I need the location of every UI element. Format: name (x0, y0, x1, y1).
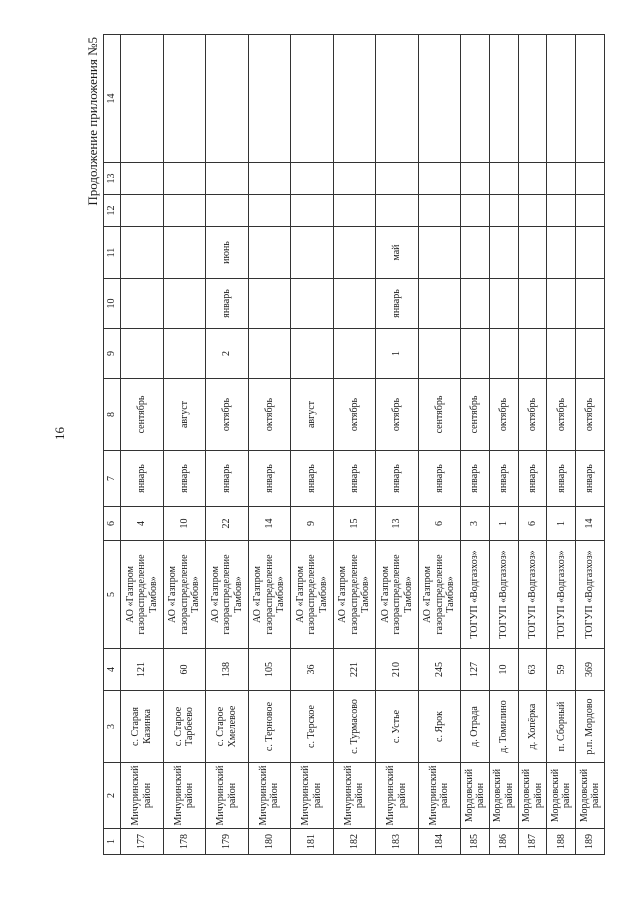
table-cell: октябрь (547, 379, 576, 451)
table-cell: АО «Газпром газораспределение Тамбов» (418, 541, 461, 649)
table-cell: 179 (206, 829, 249, 855)
table-cell (418, 163, 461, 195)
table-cell: 1 (376, 329, 419, 379)
table-cell (418, 329, 461, 379)
table-cell (121, 279, 164, 329)
table-cell: октябрь (248, 379, 291, 451)
table-cell (121, 35, 164, 163)
column-header: 9 (104, 329, 121, 379)
table-cell (576, 163, 605, 195)
table-cell: январь (418, 451, 461, 507)
table-cell: с. Старое Тарбеево (163, 691, 206, 763)
table-cell: ТОГУП «Водгазхоз» (518, 541, 547, 649)
table-cell (376, 163, 419, 195)
table-cell (518, 279, 547, 329)
table-row (291, 35, 334, 855)
table-cell: 10 (489, 649, 518, 691)
table-cell (547, 163, 576, 195)
table-cell: сентябрь (121, 379, 164, 451)
table-cell: август (291, 379, 334, 451)
table-cell: 178 (163, 829, 206, 855)
table-cell: д. Отрада (461, 691, 490, 763)
page-number: 16 (52, 427, 67, 440)
table-cell: 138 (206, 649, 249, 691)
table-cell (333, 35, 376, 163)
table-cell (291, 35, 334, 163)
table-cell (489, 227, 518, 279)
table-cell (291, 329, 334, 379)
column-header: 5 (104, 541, 121, 649)
table-cell: 14 (576, 507, 605, 541)
table-cell (489, 35, 518, 163)
table-cell (461, 227, 490, 279)
table-row (418, 35, 461, 855)
table-cell: 60 (163, 649, 206, 691)
table-cell: 63 (518, 649, 547, 691)
table-cell (489, 279, 518, 329)
table-cell (163, 195, 206, 227)
table-cell: 14 (248, 507, 291, 541)
table-cell: 189 (576, 829, 605, 855)
table-cell: АО «Газпром газораспределение Тамбов» (163, 541, 206, 649)
table-cell (547, 35, 576, 163)
table-cell: 183 (376, 829, 419, 855)
table-cell (206, 35, 249, 163)
table-row (576, 35, 605, 855)
column-header: 1 (104, 829, 121, 855)
table-cell (291, 163, 334, 195)
table-cell (121, 227, 164, 279)
column-header: 4 (104, 649, 121, 691)
column-header: 12 (104, 195, 121, 227)
table-cell: январь (518, 451, 547, 507)
table-row (518, 35, 547, 855)
column-header: 6 (104, 507, 121, 541)
table-cell: д. Хопёрка (518, 691, 547, 763)
table-cell (291, 279, 334, 329)
table-cell: Мичуринский район (418, 763, 461, 829)
table-cell: Мичуринский район (333, 763, 376, 829)
table-cell: 6 (518, 507, 547, 541)
table-cell (547, 195, 576, 227)
table-cell: январь (461, 451, 490, 507)
column-header: 3 (104, 691, 121, 763)
table-cell: Мичуринский район (206, 763, 249, 829)
table-cell: с. Терское (291, 691, 334, 763)
table-cell (121, 195, 164, 227)
table-cell: 4 (121, 507, 164, 541)
table-cell (489, 329, 518, 379)
column-header: 14 (104, 35, 121, 163)
column-header: 8 (104, 379, 121, 451)
table-cell: 187 (518, 829, 547, 855)
table-cell (248, 279, 291, 329)
table-body (121, 35, 605, 855)
column-header: 10 (104, 279, 121, 329)
table-cell (518, 35, 547, 163)
table-cell (333, 195, 376, 227)
table-cell (333, 279, 376, 329)
table-cell: 245 (418, 649, 461, 691)
table-cell: ТОГУП «Водгазхоз» (489, 541, 518, 649)
table-cell: 185 (461, 829, 490, 855)
table-row (489, 35, 518, 855)
table-cell: сентябрь (461, 379, 490, 451)
table-cell (547, 279, 576, 329)
table-cell: 1 (489, 507, 518, 541)
table-cell: Мордовский район (461, 763, 490, 829)
table-cell: 181 (291, 829, 334, 855)
table-cell (248, 35, 291, 163)
table-cell: январь (121, 451, 164, 507)
table-cell: с. Устье (376, 691, 419, 763)
table-cell: 105 (248, 649, 291, 691)
appendix-caption: Продолжение приложения №5 (85, 37, 100, 206)
table-cell: январь (547, 451, 576, 507)
column-header: 2 (104, 763, 121, 829)
table-cell (248, 227, 291, 279)
table-cell: 182 (333, 829, 376, 855)
table-cell: август (163, 379, 206, 451)
table-cell: АО «Газпром газораспределение Тамбов» (291, 541, 334, 649)
table-cell (418, 195, 461, 227)
table-cell: ТОГУП «Водгазхоз» (547, 541, 576, 649)
table-cell (333, 227, 376, 279)
column-header: 7 (104, 451, 121, 507)
table-cell (576, 35, 605, 163)
table-row (333, 35, 376, 855)
table-cell: Мордовский район (576, 763, 605, 829)
table-cell: 2 (206, 329, 249, 379)
table-cell (206, 195, 249, 227)
table-cell: с. Старое Хмелевое (206, 691, 249, 763)
table-cell (163, 227, 206, 279)
table-row (206, 35, 249, 855)
table-cell: октябрь (376, 379, 419, 451)
table-cell (121, 329, 164, 379)
table-cell (489, 163, 518, 195)
table-row (376, 35, 419, 855)
table-cell (489, 195, 518, 227)
table-cell (163, 279, 206, 329)
table-cell: 22 (206, 507, 249, 541)
table-cell (576, 279, 605, 329)
table-cell: 188 (547, 829, 576, 855)
table-cell: д. Томилино (489, 691, 518, 763)
table-cell (376, 35, 419, 163)
table-cell: Мичуринский район (291, 763, 334, 829)
table-cell (333, 329, 376, 379)
table-cell: январь (206, 451, 249, 507)
table-cell (518, 163, 547, 195)
table-cell (461, 35, 490, 163)
table-cell: 180 (248, 829, 291, 855)
table-cell: АО «Газпром газораспределение Тамбов» (121, 541, 164, 649)
table-cell: 36 (291, 649, 334, 691)
table-cell (291, 227, 334, 279)
table-cell: январь (248, 451, 291, 507)
header-row (104, 35, 121, 855)
table-cell: январь (163, 451, 206, 507)
table-cell (547, 329, 576, 379)
rotated-page (85, 35, 605, 855)
table-row (248, 35, 291, 855)
table-cell (518, 227, 547, 279)
table-cell: ТОГУП «Водгазхоз» (576, 541, 605, 649)
table-cell (248, 329, 291, 379)
table-cell (163, 163, 206, 195)
data-table (103, 34, 605, 855)
table-cell: 9 (291, 507, 334, 541)
table-cell (163, 35, 206, 163)
table-cell: январь (489, 451, 518, 507)
table-cell (376, 195, 419, 227)
table-cell: май (376, 227, 419, 279)
table-cell: Мичуринский район (248, 763, 291, 829)
table-cell: 10 (163, 507, 206, 541)
table-cell: с. Терновое (248, 691, 291, 763)
table-cell (461, 279, 490, 329)
table-cell: АО «Газпром газораспределение Тамбов» (376, 541, 419, 649)
table-cell (576, 227, 605, 279)
table-cell (576, 329, 605, 379)
table-cell: январь (576, 451, 605, 507)
table-cell: 184 (418, 829, 461, 855)
table-cell (418, 279, 461, 329)
table-cell: 177 (121, 829, 164, 855)
table-cell: сентябрь (418, 379, 461, 451)
table-cell (291, 195, 334, 227)
table-cell (418, 35, 461, 163)
table-cell (518, 329, 547, 379)
table-row (461, 35, 490, 855)
table-cell: Мордовский район (489, 763, 518, 829)
table-cell: с. Ярок (418, 691, 461, 763)
table-cell: октябрь (518, 379, 547, 451)
table-cell: июнь (206, 227, 249, 279)
table-cell (461, 329, 490, 379)
table-cell: октябрь (489, 379, 518, 451)
table-cell: октябрь (333, 379, 376, 451)
table-cell: р.п. Мордово (576, 691, 605, 763)
table-row (547, 35, 576, 855)
table-cell: Мичуринский район (121, 763, 164, 829)
column-header: 11 (104, 227, 121, 279)
table-cell: с. Старая Казинка (121, 691, 164, 763)
table-cell: 6 (418, 507, 461, 541)
table-cell: 1 (547, 507, 576, 541)
table-cell (518, 195, 547, 227)
table-cell: АО «Газпром газораспределение Тамбов» (248, 541, 291, 649)
table-cell: 127 (461, 649, 490, 691)
table-cell: октябрь (576, 379, 605, 451)
table-cell (121, 163, 164, 195)
table-cell (163, 329, 206, 379)
table-cell: АО «Газпром газораспределение Тамбов» (333, 541, 376, 649)
table-cell: Мичуринский район (163, 763, 206, 829)
table-cell: 13 (376, 507, 419, 541)
table-cell (418, 227, 461, 279)
table-cell: январь (206, 279, 249, 329)
table-cell: 210 (376, 649, 419, 691)
table-row (163, 35, 206, 855)
column-header: 13 (104, 163, 121, 195)
table-row (121, 35, 164, 855)
table-cell (547, 227, 576, 279)
table-cell: январь (376, 451, 419, 507)
table-cell: п. Сборный (547, 691, 576, 763)
table-cell: Мичуринский район (376, 763, 419, 829)
table-cell (333, 163, 376, 195)
table-cell: Мордовский район (547, 763, 576, 829)
table-cell (248, 195, 291, 227)
table-cell: ТОГУП «Водгазхоз» (461, 541, 490, 649)
table-cell (461, 195, 490, 227)
table-cell: 221 (333, 649, 376, 691)
table-cell: январь (376, 279, 419, 329)
table-cell (461, 163, 490, 195)
table-cell: 369 (576, 649, 605, 691)
table-cell: АО «Газпром газораспределение Тамбов» (206, 541, 249, 649)
table-cell: 3 (461, 507, 490, 541)
table-cell (248, 163, 291, 195)
table-cell (206, 163, 249, 195)
table-cell (576, 195, 605, 227)
table-cell: октябрь (206, 379, 249, 451)
table-cell: 186 (489, 829, 518, 855)
table-cell: январь (291, 451, 334, 507)
table-cell: 121 (121, 649, 164, 691)
table-cell: с. Турмасово (333, 691, 376, 763)
table-cell: 15 (333, 507, 376, 541)
table-cell: 59 (547, 649, 576, 691)
table-cell: Мордовский район (518, 763, 547, 829)
table-cell: январь (333, 451, 376, 507)
